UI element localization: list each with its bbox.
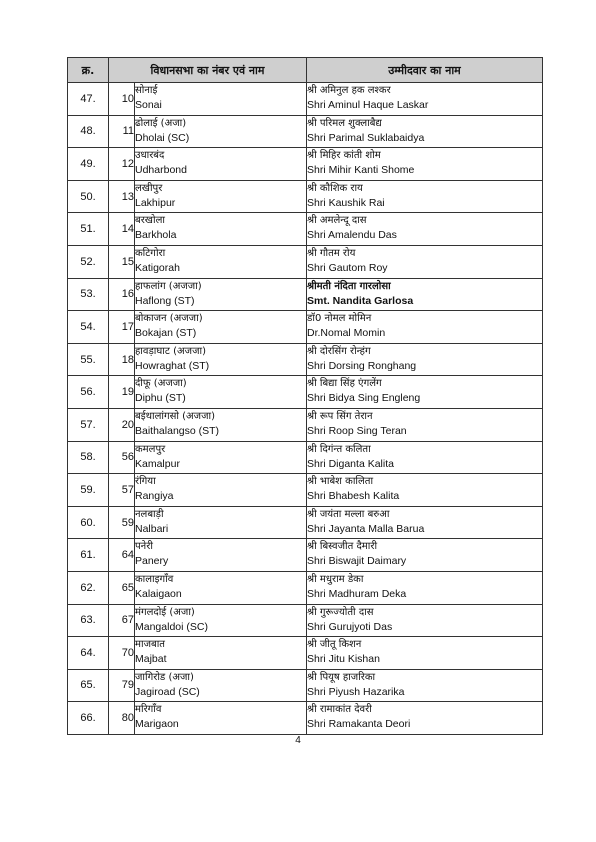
table-row [68, 115, 543, 148]
candidate-name-hindi: श्री दिगंन्त कलिता [307, 443, 371, 455]
candidate-name-english: Shri Jayanta Malla Barua [307, 522, 425, 535]
constituency-cell [135, 506, 307, 539]
constituency-number: 19 [109, 376, 135, 409]
candidate-name-hindi: श्री रामाकांत देवरी [307, 704, 372, 716]
table-row [68, 343, 543, 376]
constituency-cell [135, 311, 307, 344]
constituency-name-english: Dholai (SC) [135, 131, 190, 144]
candidate-name-hindi: श्री अमिनुल हक लश्कर [307, 85, 391, 96]
candidate-cell [307, 245, 543, 278]
table-row [68, 571, 543, 604]
candidate-name-hindi: श्रीमती नंदिता गारलोसा [307, 280, 391, 292]
constituency-number: 67 [109, 604, 135, 637]
candidate-name-english: Shri Diganta Kalita [307, 457, 394, 470]
constituency-name-english: Marigaon [135, 718, 179, 731]
constituency-number: 57 [109, 474, 135, 507]
serial-number: 65. [68, 669, 109, 702]
constituency-number: 14 [109, 213, 135, 246]
constituency-name-hindi: जागिरोड (अजा) [135, 671, 194, 683]
constituency-number: 15 [109, 245, 135, 278]
serial-number: 48. [68, 115, 109, 148]
constituency-name-hindi: बईथालांगसो (अजजा) [135, 410, 216, 422]
serial-number: 51. [68, 213, 109, 246]
constituency-cell [135, 474, 307, 507]
constituency-name-hindi: बरखोला [135, 215, 165, 227]
candidate-cell [307, 539, 543, 572]
candidate-name-hindi: श्री भाबेश कालिता [307, 476, 374, 488]
candidate-cell [307, 376, 543, 409]
table-row [68, 376, 543, 409]
header-candidate: उम्मीदवार का नाम [307, 58, 543, 83]
candidate-cell [307, 83, 543, 116]
table-row [68, 83, 543, 116]
candidate-name-english: Shri Madhuram Deka [307, 587, 407, 600]
candidate-name-english: Shri Mihir Kanti Shome [307, 164, 415, 177]
constituency-name-hindi: कटिगोरा [135, 247, 166, 259]
serial-number: 64. [68, 637, 109, 670]
constituency-name-english: Lakhipur [135, 196, 176, 209]
constituency-name-english: Bokajan (ST) [135, 327, 197, 340]
candidate-name-hindi: श्री गौतम रोय [307, 247, 356, 259]
serial-number: 53. [68, 278, 109, 311]
candidate-name-hindi: श्री जीतू किशन [307, 639, 362, 651]
constituency-cell [135, 180, 307, 213]
candidate-name-english: Shri Dorsing Ronghang [307, 359, 417, 372]
constituency-name-hindi: दीफू (अजजा) [135, 378, 187, 390]
constituency-number: 11 [109, 115, 135, 148]
table-row [68, 604, 543, 637]
serial-number: 66. [68, 702, 109, 735]
constituency-cell [135, 213, 307, 246]
candidate-name-hindi: डॉ0 नोमल मोमिन [307, 313, 372, 325]
constituency-name-english: Rangiya [135, 490, 174, 503]
page-number: 4 [295, 735, 301, 746]
candidate-name-english: Shri Gurujyoti Das [307, 620, 393, 633]
table-row [68, 506, 543, 539]
constituency-name-english: Panery [135, 555, 169, 568]
constituency-name-hindi: उधारबंद [135, 150, 165, 162]
serial-number: 49. [68, 148, 109, 181]
candidate-name-english: Dr.Nomal Momin [307, 327, 386, 340]
serial-number: 52. [68, 245, 109, 278]
candidate-cell [307, 180, 543, 213]
candidate-list-table [67, 57, 543, 735]
serial-number: 58. [68, 441, 109, 474]
candidate-name-english: Shri Ramakanta Deori [307, 718, 411, 731]
candidate-name-hindi: श्री बिस्वजीत दैमारी [307, 541, 378, 553]
constituency-name-english: Sonai [135, 99, 162, 111]
constituency-number: 56 [109, 441, 135, 474]
table-row [68, 408, 543, 441]
table-row [68, 702, 543, 735]
table-row [68, 180, 543, 213]
candidate-name-english: Shri Parimal Suklabaidya [307, 131, 425, 144]
constituency-name-hindi: हाफलांग (अजजा) [135, 280, 202, 292]
constituency-name-hindi: बोकाजन (अजजा) [135, 313, 203, 325]
serial-number: 47. [68, 83, 109, 116]
candidate-cell [307, 604, 543, 637]
serial-number: 62. [68, 571, 109, 604]
candidate-cell [307, 278, 543, 311]
constituency-number: 20 [109, 408, 135, 441]
serial-number: 57. [68, 408, 109, 441]
constituency-number: 80 [109, 702, 135, 735]
candidate-name-english: Shri Bidya Sing Engleng [307, 392, 421, 405]
candidate-name-english: Shri Roop Sing Teran [307, 424, 407, 437]
constituency-cell [135, 408, 307, 441]
constituency-name-english: Nalbari [135, 522, 169, 535]
constituency-cell [135, 343, 307, 376]
constituency-name-hindi: कमलपुर [135, 443, 166, 455]
table-row [68, 148, 543, 181]
candidate-cell [307, 506, 543, 539]
constituency-cell [135, 245, 307, 278]
table-row [68, 311, 543, 344]
table-row [68, 474, 543, 507]
table-row [68, 669, 543, 702]
candidate-cell [307, 571, 543, 604]
serial-number: 60. [68, 506, 109, 539]
constituency-name-english: Kalaigaon [135, 587, 182, 600]
constituency-name-hindi: ढोलाई (अजा) [135, 117, 187, 129]
constituency-name-english: Mangaldoi (SC) [135, 620, 208, 633]
candidate-cell [307, 311, 543, 344]
constituency-number: 18 [109, 343, 135, 376]
constituency-name-english: Baithalangso (ST) [135, 424, 220, 437]
candidate-cell [307, 441, 543, 474]
constituency-number: 70 [109, 637, 135, 670]
candidate-cell [307, 148, 543, 181]
candidate-name-hindi: श्री दोरसिंग रोन्हंग [307, 345, 371, 357]
candidate-name-hindi: श्री कौशिक राय [307, 182, 363, 194]
candidate-name-hindi: श्री बिद्या सिंह एंगलेंग [307, 378, 382, 390]
constituency-name-hindi: हावड़ाघाट (अजजा) [135, 345, 206, 357]
candidate-cell [307, 115, 543, 148]
constituency-number: 59 [109, 506, 135, 539]
candidate-name-hindi: श्री मिहिर कांती शोम [307, 150, 381, 162]
serial-number: 56. [68, 376, 109, 409]
constituency-cell [135, 669, 307, 702]
candidate-name-hindi: श्री रूप सिंग तेरान [307, 410, 373, 422]
candidate-cell [307, 702, 543, 735]
constituency-name-hindi: लखीपुर [135, 182, 163, 194]
constituency-cell [135, 539, 307, 572]
header-serial-number: क्र. [68, 58, 109, 83]
table-header [68, 58, 543, 83]
candidate-cell [307, 474, 543, 507]
constituency-number: 79 [109, 669, 135, 702]
table-row [68, 637, 543, 670]
table-body [68, 83, 543, 735]
candidate-name-hindi: श्री मधुराम डेका [307, 573, 364, 585]
table-row [68, 539, 543, 572]
serial-number: 59. [68, 474, 109, 507]
table-row [68, 245, 543, 278]
constituency-cell [135, 115, 307, 148]
candidate-name-english: Shri Jitu Kishan [307, 653, 380, 666]
candidate-name-english: Shri Kaushik Rai [307, 196, 385, 209]
constituency-name-english: Howraghat (ST) [135, 359, 210, 372]
candidate-name-hindi: श्री गुरूज्योती दास [307, 606, 374, 618]
candidate-cell [307, 637, 543, 670]
candidate-name-english: Shri Gautom Roy [307, 261, 388, 274]
constituency-name-hindi: रंगिया [135, 476, 156, 488]
constituency-cell [135, 637, 307, 670]
constituency-cell [135, 148, 307, 181]
constituency-cell [135, 604, 307, 637]
constituency-cell [135, 376, 307, 409]
table-row [68, 441, 543, 474]
constituency-number: 64 [109, 539, 135, 572]
constituency-number: 10 [109, 83, 135, 116]
constituency-name-english: Barkhola [135, 229, 177, 242]
constituency-number: 65 [109, 571, 135, 604]
candidate-cell [307, 213, 543, 246]
constituency-name-hindi: मरिगाँव [135, 704, 162, 716]
serial-number: 54. [68, 311, 109, 344]
candidate-name-english: Shri Biswajit Daimary [307, 555, 407, 568]
constituency-name-hindi: कालाइगाँव [135, 573, 174, 585]
candidate-name-hindi: श्री पियूष हाजरिका [307, 671, 376, 683]
constituency-cell [135, 571, 307, 604]
candidate-name-english: Shri Bhabesh Kalita [307, 490, 400, 503]
constituency-name-hindi: मंगलदोई (अजा) [135, 606, 195, 618]
constituency-name-english: Katigorah [135, 261, 180, 274]
constituency-cell [135, 278, 307, 311]
serial-number: 63. [68, 604, 109, 637]
constituency-name-hindi: सोनाई [135, 85, 158, 96]
constituency-name-english: Udharbond [135, 164, 187, 177]
constituency-number: 12 [109, 148, 135, 181]
constituency-name-hindi: पनेरी [135, 541, 153, 553]
candidate-name-hindi: श्री परिमल शुक्लाबैद्य [307, 117, 382, 129]
constituency-name-english: Kamalpur [135, 457, 180, 470]
constituency-cell [135, 702, 307, 735]
constituency-name-hindi: नलबाड़ी [135, 508, 164, 520]
candidate-cell [307, 408, 543, 441]
candidate-name-english: Smt. Nandita Garlosa [307, 294, 414, 307]
candidate-cell [307, 669, 543, 702]
table-row [68, 213, 543, 246]
constituency-number: 16 [109, 278, 135, 311]
constituency-number: 13 [109, 180, 135, 213]
constituency-name-hindi: माजबात [135, 639, 165, 651]
candidate-name-english: Shri Amalendu Das [307, 229, 397, 242]
candidate-name-hindi: श्री अमलेन्दू दास [307, 215, 367, 227]
candidate-name-english: Shri Piyush Hazarika [307, 685, 405, 698]
table-row [68, 278, 543, 311]
serial-number: 50. [68, 180, 109, 213]
constituency-cell [135, 83, 307, 116]
constituency-name-english: Haflong (ST) [135, 294, 195, 307]
header-constituency: विधानसभा का नंबर एवं नाम [109, 58, 307, 83]
candidate-name-hindi: श्री जयंता मल्ला बरुआ [307, 508, 390, 520]
candidate-cell [307, 343, 543, 376]
constituency-name-english: Diphu (ST) [135, 392, 186, 405]
serial-number: 55. [68, 343, 109, 376]
constituency-name-english: Majbat [135, 653, 167, 666]
candidate-name-english: Shri Aminul Haque Laskar [307, 99, 429, 111]
constituency-name-english: Jagiroad (SC) [135, 685, 200, 698]
constituency-cell [135, 441, 307, 474]
constituency-number: 17 [109, 311, 135, 344]
serial-number: 61. [68, 539, 109, 572]
